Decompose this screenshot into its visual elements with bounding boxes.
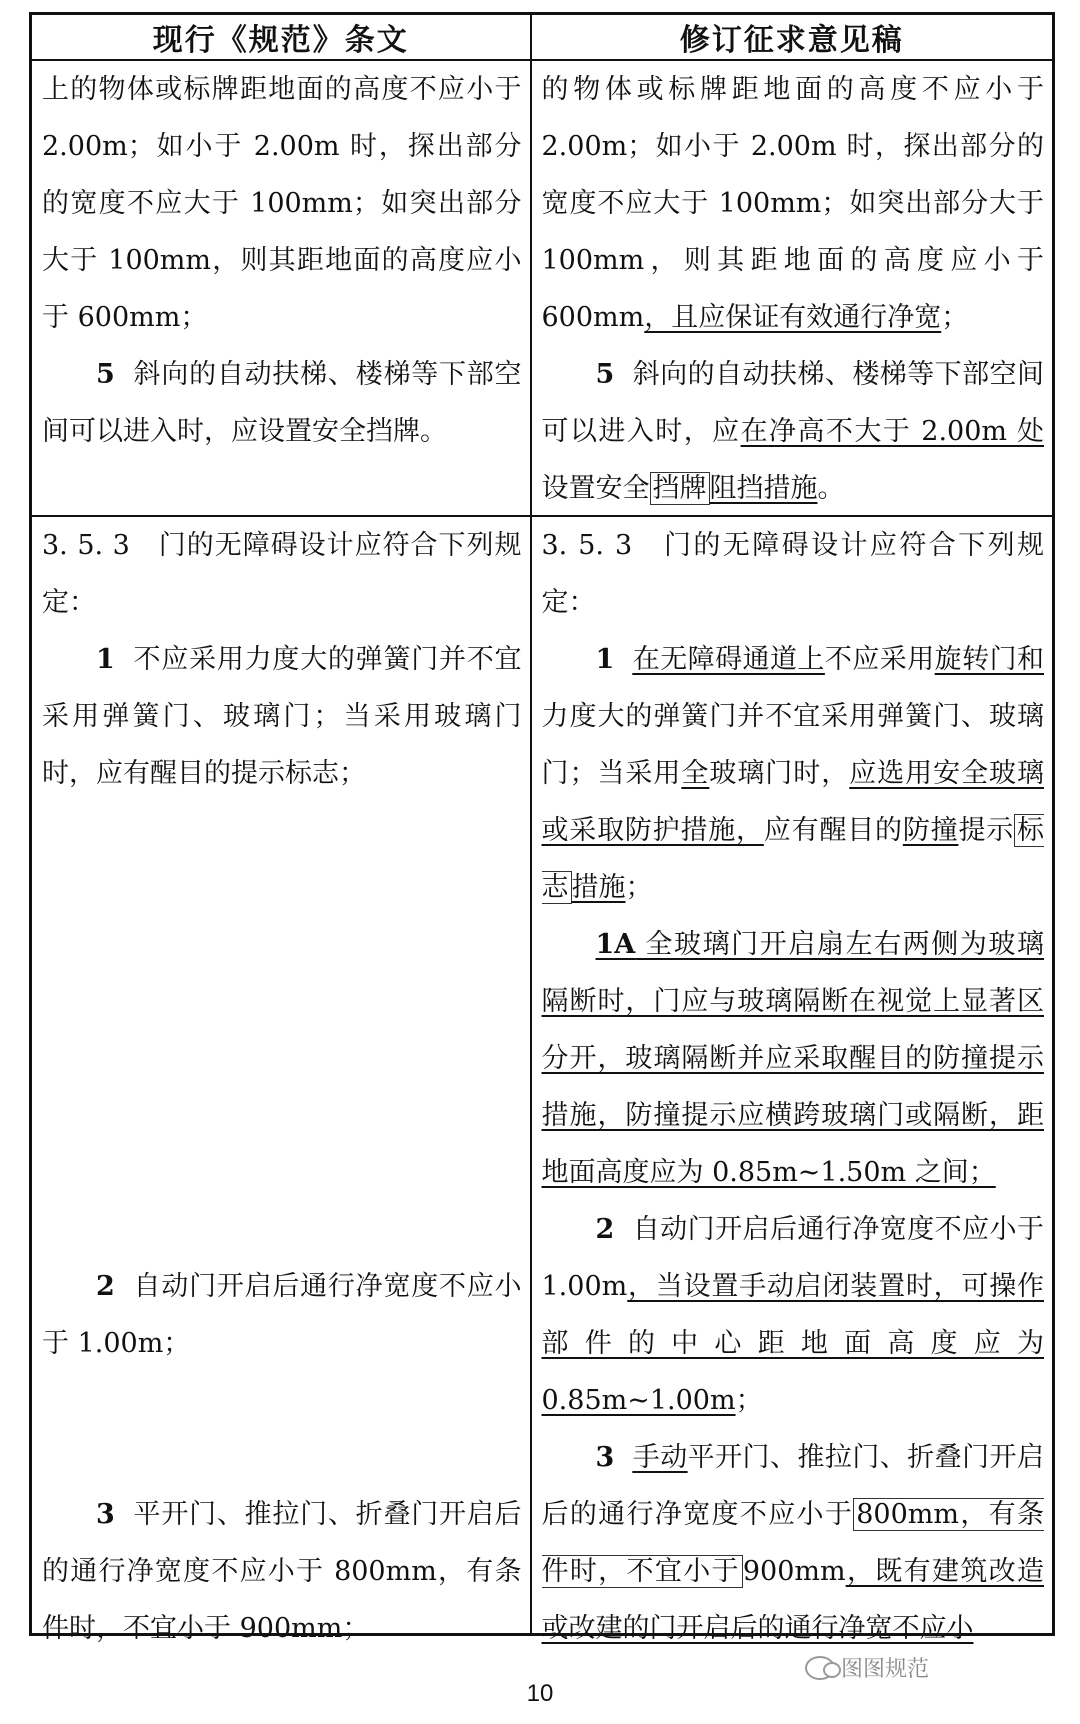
comparison-table bbox=[29, 12, 1055, 1644]
revision-draft-cell bbox=[531, 60, 1054, 516]
deleted-text-box: 标志 bbox=[541, 815, 1045, 903]
added-text: ，且应保证有效通行净宽 bbox=[644, 302, 942, 333]
item-number: 3 bbox=[96, 1499, 115, 1530]
clause-item: 2 自动门开启后通行净宽度不应小于 1.00m； bbox=[42, 1271, 522, 1359]
current-clause-cell bbox=[31, 60, 531, 516]
clause-item: 2 自动门开启后通行净宽度不应小于 1.00m，当设置手动启闭装置时，可操作部件的中心距地面高度应为 0.85m~1.00m； bbox=[541, 1214, 1044, 1416]
item-number: 1A bbox=[595, 929, 636, 960]
page-number: 10 bbox=[526, 1680, 554, 1707]
clause-item bbox=[42, 346, 522, 460]
table-row bbox=[31, 516, 1054, 1635]
current-clause-cell bbox=[31, 516, 531, 1644]
clause-item: 5 斜向的自动扶梯、楼梯等下部空间可以进入时，应在净高不大于 2.00m 处设置安全 挡牌 阻挡措施。 bbox=[541, 359, 1045, 504]
clause-item: 3 平开门、推拉门、折叠门开启后的通行净宽度不应小于 800mm，有条件时，不宜小于 900mm； bbox=[42, 1499, 522, 1644]
revision-draft-cell bbox=[531, 516, 1054, 1644]
item-number: 3 bbox=[595, 1442, 615, 1473]
table-row bbox=[31, 60, 1054, 516]
clause-title: 3. 5. 3 门的无障碍设计应符合下列规定： bbox=[42, 530, 522, 618]
item-number: 2 bbox=[595, 1214, 615, 1245]
item-number: 5 bbox=[96, 359, 115, 390]
clause-item: 1 不应采用力度大的弹簧门并不宜采用弹簧门、玻璃门；当采用玻璃门时，应有醒目的提示标志； bbox=[42, 644, 522, 789]
header-current-clause: 现行《规范》条文 bbox=[31, 14, 531, 61]
item-number: 5 bbox=[595, 359, 615, 390]
clause-item: 1 在无障碍通道上不应采用旋转门和力度大的弹簧门并不宜采用弹簧门、玻璃门；当采用全玻璃门时，应选用安全玻璃或采取防护措施，应有醒目的防撞提示 标志 措施； bbox=[541, 644, 1045, 903]
table-header-row bbox=[31, 14, 1054, 61]
added-text: 在净高不大于 2.00m 处 bbox=[740, 416, 1045, 447]
watermark bbox=[805, 1652, 929, 1683]
item-text: 斜向的自动扶梯、楼梯等下部空间可以进入时，应设置安全挡牌。 bbox=[42, 359, 522, 447]
clause-title: 3. 5. 3 门的无障碍设计应符合下列规定： bbox=[541, 530, 1044, 618]
item-number: 2 bbox=[96, 1271, 115, 1302]
clause-text: 上的物体或标牌距地面的高度不应小于 2.00m；如小于 2.00m 时，探出部分的宽度不应大于 100mm；如突出部分大于 100mm，则其距地面的高度应小于 600mm； bbox=[42, 74, 522, 333]
wechat-icon bbox=[805, 1656, 835, 1680]
clause-text: 的物体或标牌距地面的高度不应小于 2.00m；如小于 2.00m 时，探出部分的宽度不应大于 100mm；如突出部分大于 100mm，则其距地面的高度应小于 600mm，且应保证有效通行净宽； bbox=[541, 74, 1044, 333]
deleted-text-box: 800mm，有条件时，不宜小于 bbox=[541, 1499, 1044, 1587]
added-text: 阻挡措施 bbox=[709, 473, 818, 504]
item-number: 1 bbox=[96, 644, 115, 675]
item-number: 1 bbox=[595, 644, 615, 675]
watermark-text: 图图规范 bbox=[841, 1657, 930, 1682]
clause-item: 3 手动平开门、推拉门、折叠门开启后的通行净宽度不应小于 800mm，有条件时，不宜小于 900mm，既有建筑改造或改建的门开启后的通行净宽不应小 bbox=[541, 1442, 1045, 1644]
clause-item-new: 1A 全玻璃门开启扇左右两侧为玻璃隔断时，门应与玻璃隔断在视觉上显著区分开，玻璃隔断并应采取醒目的防撞提示措施，防撞提示应横跨玻璃门或隔断，距地面高度应为 0.85m~1.50m 之间； bbox=[541, 929, 1044, 1188]
deleted-text-box: 挡牌 bbox=[650, 472, 710, 505]
header-revision-draft: 修订征求意见稿 bbox=[531, 14, 1054, 61]
